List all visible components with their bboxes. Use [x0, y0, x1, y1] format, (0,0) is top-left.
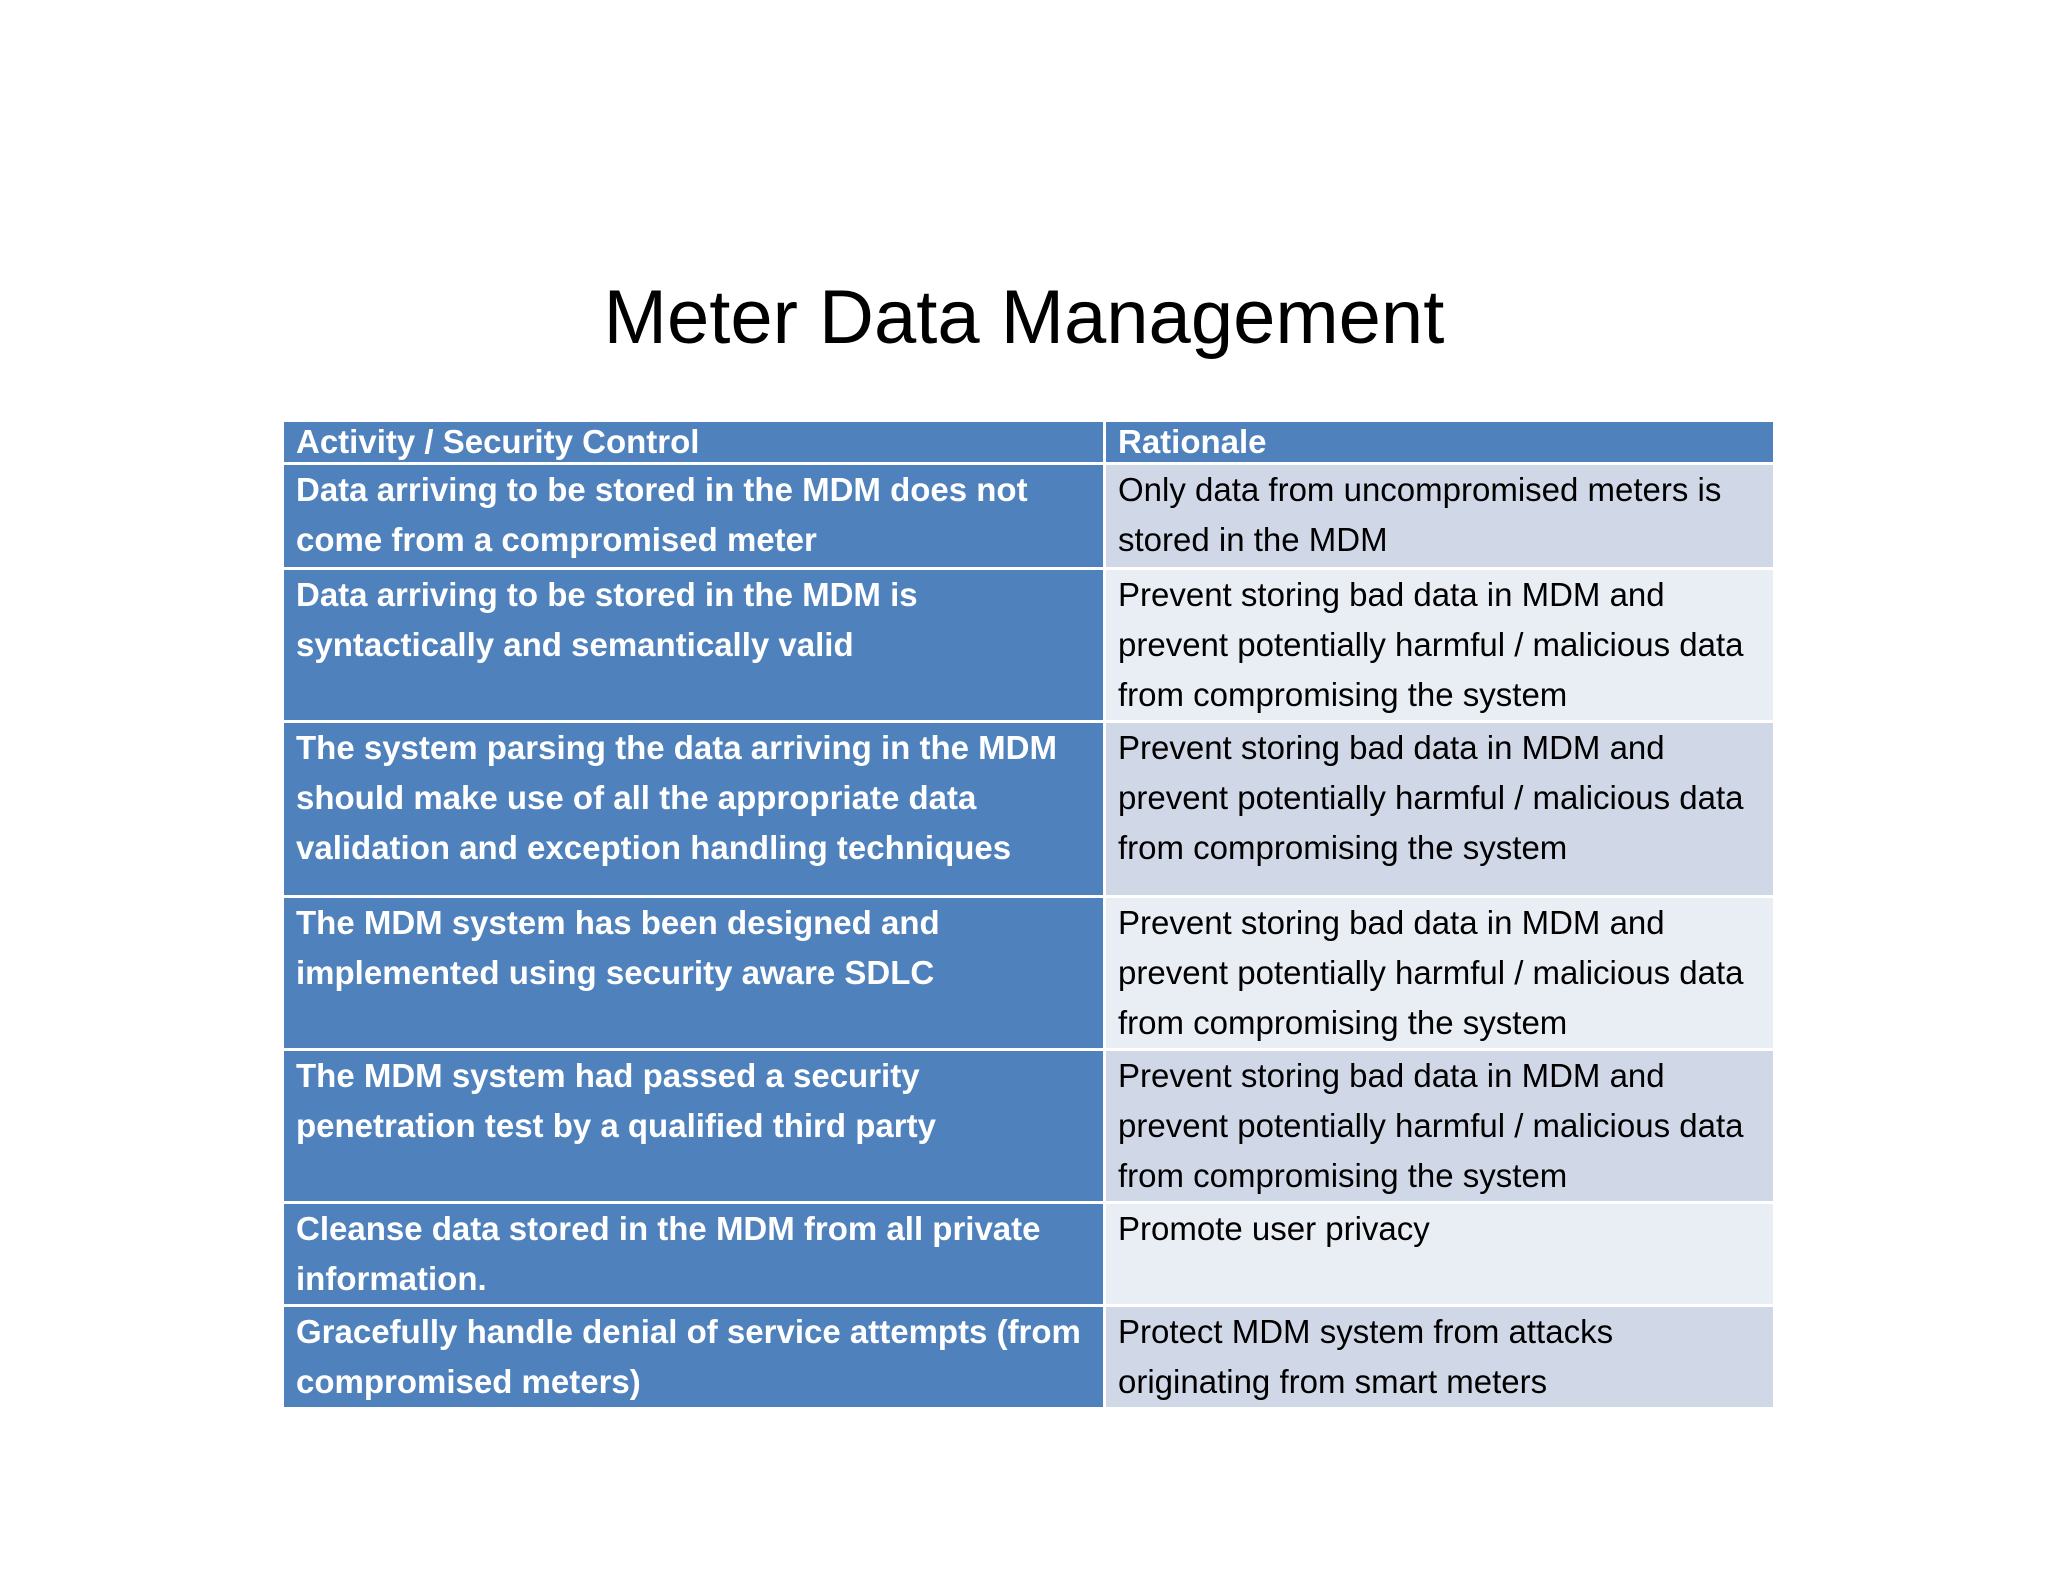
- table-row: [283, 897, 1775, 1050]
- activity-cell: The MDM system has been designed and implemented using security aware SDLC: [283, 897, 1105, 1050]
- activity-cell: The system parsing the data arriving in the MDM should make use of all the appropriate data validation and exception handling techniques: [283, 722, 1105, 897]
- rationale-cell: Prevent storing bad data in MDM and prevent potentially harmful / malicious data from compromising the system: [1105, 722, 1775, 897]
- table-row: [283, 569, 1775, 722]
- table-row: [283, 722, 1775, 897]
- table-row: [283, 464, 1775, 569]
- table-row: [283, 1050, 1775, 1203]
- security-control-table: [281, 419, 1776, 1410]
- rationale-cell: Prevent storing bad data in MDM and prevent potentially harmful / malicious data from compromising the system: [1105, 1050, 1775, 1203]
- rationale-cell: Prevent storing bad data in MDM and prevent potentially harmful / malicious data from compromising the system: [1105, 897, 1775, 1050]
- rationale-cell: Protect MDM system from attacks originating from smart meters: [1105, 1306, 1775, 1409]
- activity-cell: Data arriving to be stored in the MDM does not come from a compromised meter: [283, 464, 1105, 569]
- rationale-cell: Only data from uncompromised meters is stored in the MDM: [1105, 464, 1775, 569]
- activity-cell: Cleanse data stored in the MDM from all private information.: [283, 1203, 1105, 1306]
- column-header-activity: Activity / Security Control: [283, 421, 1105, 464]
- activity-cell: Gracefully handle denial of service attempts (from compromised meters): [283, 1306, 1105, 1409]
- activity-cell: The MDM system had passed a security penetration test by a qualified third party: [283, 1050, 1105, 1203]
- activity-cell: Data arriving to be stored in the MDM is syntactically and semantically valid: [283, 569, 1105, 722]
- column-header-rationale: Rationale: [1105, 421, 1775, 464]
- table-header-row: [283, 421, 1775, 464]
- table-row: [283, 1306, 1775, 1409]
- rationale-cell: Promote user privacy: [1105, 1203, 1775, 1306]
- slide-title: Meter Data Management: [603, 274, 1445, 360]
- table-row: [283, 1203, 1775, 1306]
- rationale-cell: Prevent storing bad data in MDM and prevent potentially harmful / malicious data from compromising the system: [1105, 569, 1775, 722]
